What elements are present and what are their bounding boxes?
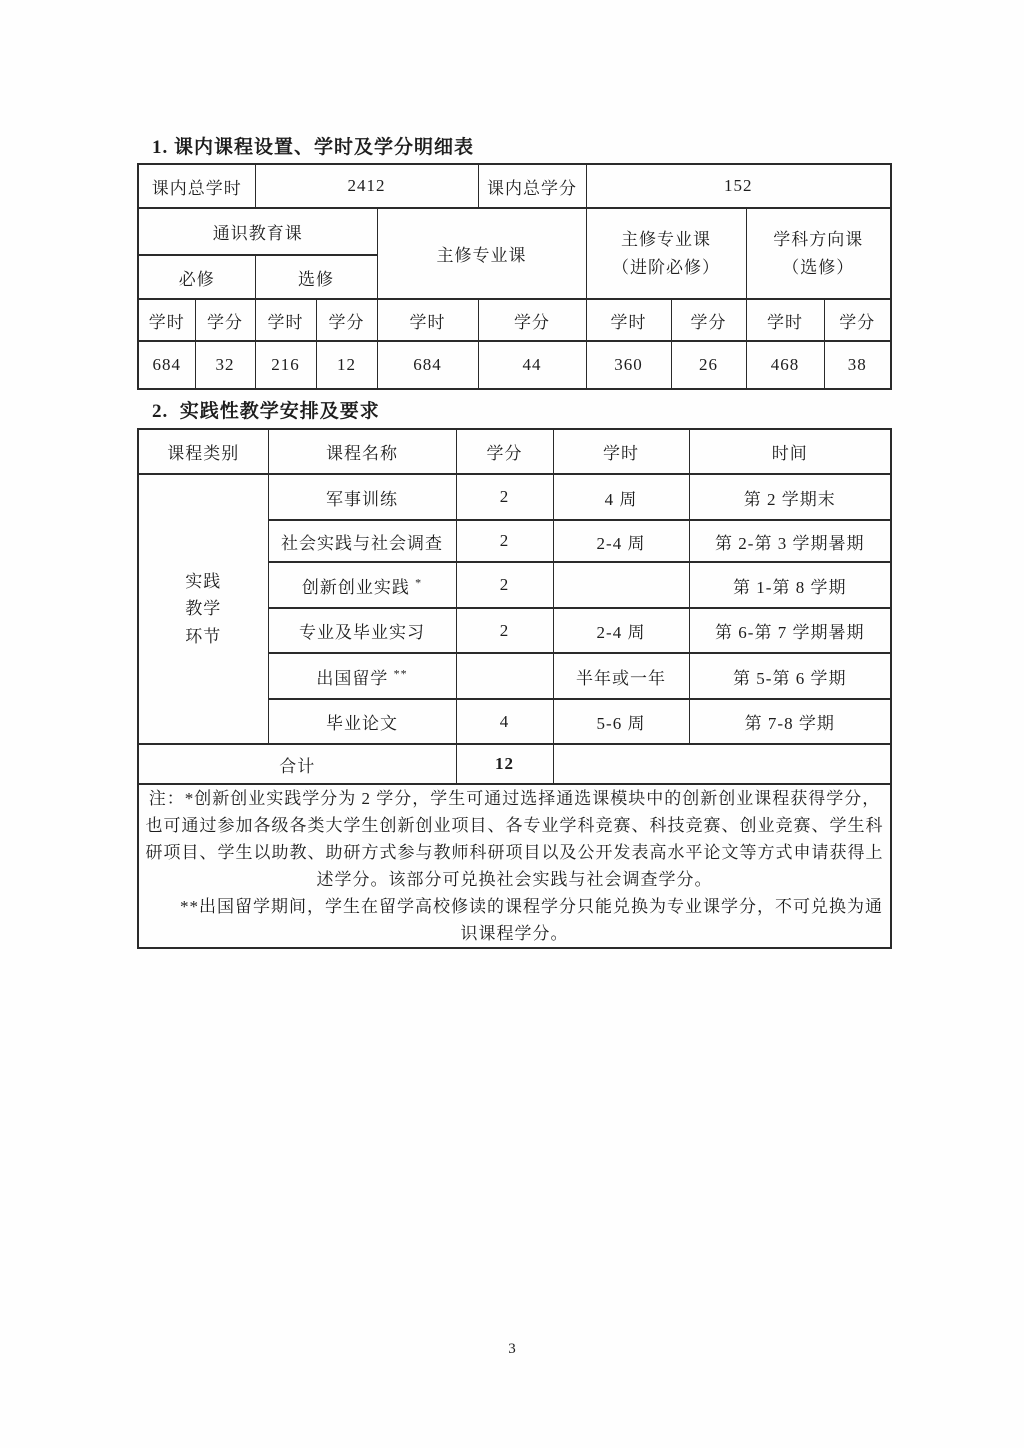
course-name-sup: *: [415, 574, 423, 589]
group-discipline-line1: 学科方向课: [773, 230, 864, 250]
total-empty-cell: [553, 744, 891, 784]
total-hours-value: 2412: [255, 164, 478, 208]
header-time: 时间: [689, 429, 891, 474]
course-name: [268, 653, 456, 699]
notes-cell: [138, 784, 891, 948]
course-time: 第 5-第 6 学期: [689, 653, 891, 699]
course-name-text: 军事训练: [326, 489, 398, 509]
category-line3: 环节: [185, 626, 222, 646]
course-time: 第 1-第 8 学期: [689, 562, 891, 608]
note-paragraph-1: 注：*创新创业实践学分为 2 学分，学生可通过选择通选课模块中的创新创业课程获得学分，也可通过参加各级各类大学生创新创业项目、各专业学科竞赛、科技竞赛、创业竞赛、学生科研项目、学生以助教、助研方式参与教师科研项目以及公开发表高水平论文等方式申请获得上述学分。该部分可兑换社会实践与社会调查学分。: [145, 789, 884, 889]
unit-header-credits: 学分: [478, 299, 586, 341]
major-credits: 44: [478, 341, 586, 389]
total-credits: 12: [456, 744, 553, 784]
ge-elective-label: 选修: [255, 255, 377, 299]
group-major-advanced-line1: 主修专业课: [621, 230, 712, 250]
notes-row: [138, 784, 891, 948]
total-credits-label: 课内总学分: [478, 164, 586, 208]
course-name: [268, 699, 456, 744]
course-credits: [456, 653, 553, 699]
course-time: 第 6-第 7 学期暑期: [689, 608, 891, 653]
course-name: [268, 520, 456, 562]
unit-header-credits: 学分: [195, 299, 255, 341]
course-name-text: 专业及毕业实习: [299, 623, 425, 642]
discipline-hours: 468: [746, 341, 824, 389]
course-name-sup: **: [393, 665, 408, 680]
course-group-row: [138, 208, 891, 255]
unit-header-hours: 学时: [138, 299, 195, 341]
unit-values-row: [138, 341, 891, 389]
unit-header-credits: 学分: [316, 299, 377, 341]
category-line1: 实践: [185, 572, 222, 592]
header-course: 课程名称: [268, 429, 456, 474]
major-advanced-credits: 26: [671, 341, 746, 389]
major-advanced-hours: 360: [586, 341, 671, 389]
header-hours: 学时: [553, 429, 689, 474]
course-name: [268, 608, 456, 653]
table-row: [138, 474, 891, 520]
course-hours: 5-6 周: [553, 699, 689, 744]
ge-elective-credits: 12: [316, 341, 377, 389]
course-credits: 2: [456, 608, 553, 653]
course-time: 第 2-第 3 学期暑期: [689, 520, 891, 562]
unit-header-hours: 学时: [586, 299, 671, 341]
totals-row: [138, 164, 891, 208]
header-category: 课程类别: [138, 429, 268, 474]
group-major-advanced: [586, 208, 746, 299]
unit-header-credits: 学分: [671, 299, 746, 341]
group-major: 主修专业课: [377, 208, 586, 299]
unit-header-hours: 学时: [255, 299, 316, 341]
category-line2: 教学: [185, 599, 222, 619]
total-row: [138, 744, 891, 784]
practice-header-row: [138, 429, 891, 474]
ge-required-label: 必修: [138, 255, 255, 299]
section2-title: 2. 实践性教学安排及要求: [152, 401, 380, 422]
course-name-text: 出国留学: [316, 668, 389, 688]
discipline-credits: 38: [824, 341, 891, 389]
ge-required-hours: 684: [138, 341, 195, 389]
course-credits: 2: [456, 520, 553, 562]
category-practice-teaching: [138, 474, 268, 744]
course-name-text: 毕业论文: [326, 714, 398, 733]
course-name: [268, 474, 456, 520]
major-hours: 684: [377, 341, 478, 389]
ge-elective-hours: 216: [255, 341, 316, 389]
header-credits: 学分: [456, 429, 553, 474]
course-name: [268, 562, 456, 608]
course-hours: 2-4 周: [553, 520, 689, 562]
course-credits: 4: [456, 699, 553, 744]
course-hours: 半年或一年: [553, 653, 689, 699]
course-time: 第 7-8 学期: [689, 699, 891, 744]
course-summary-table: [137, 163, 892, 390]
course-credits: 2: [456, 562, 553, 608]
unit-header-credits: 学分: [824, 299, 891, 341]
page-number: 3: [508, 1341, 516, 1357]
course-hours: [553, 562, 689, 608]
course-hours: 2-4 周: [553, 608, 689, 653]
unit-header-hours: 学时: [746, 299, 824, 341]
section1-title: 1. 课内课程设置、学时及学分明细表: [152, 137, 475, 158]
course-time: 第 2 学期末: [689, 474, 891, 520]
ge-required-credits: 32: [195, 341, 255, 389]
group-general-education: 通识教育课: [138, 208, 377, 255]
group-major-advanced-line2: （进阶必修）: [612, 257, 721, 277]
total-label: 合计: [138, 744, 456, 784]
practice-teaching-table: [137, 428, 892, 949]
group-discipline-line2: （选修）: [782, 257, 855, 277]
total-credits-value: 152: [586, 164, 891, 208]
course-hours: 4 周: [553, 474, 689, 520]
course-credits: 2: [456, 474, 553, 520]
unit-header-hours: 学时: [377, 299, 478, 341]
total-hours-label: 课内总学时: [138, 164, 255, 208]
group-discipline-direction: [746, 208, 891, 299]
note-paragraph-2: **出国留学期间，学生在留学高校修读的课程学分只能兑换为专业课学分，不可兑换为通识课程学分。: [180, 897, 883, 943]
unit-header-row: [138, 299, 891, 341]
course-name-text: 创新创业实践: [301, 577, 410, 597]
course-name-text: 社会实践与社会调查: [281, 533, 443, 553]
